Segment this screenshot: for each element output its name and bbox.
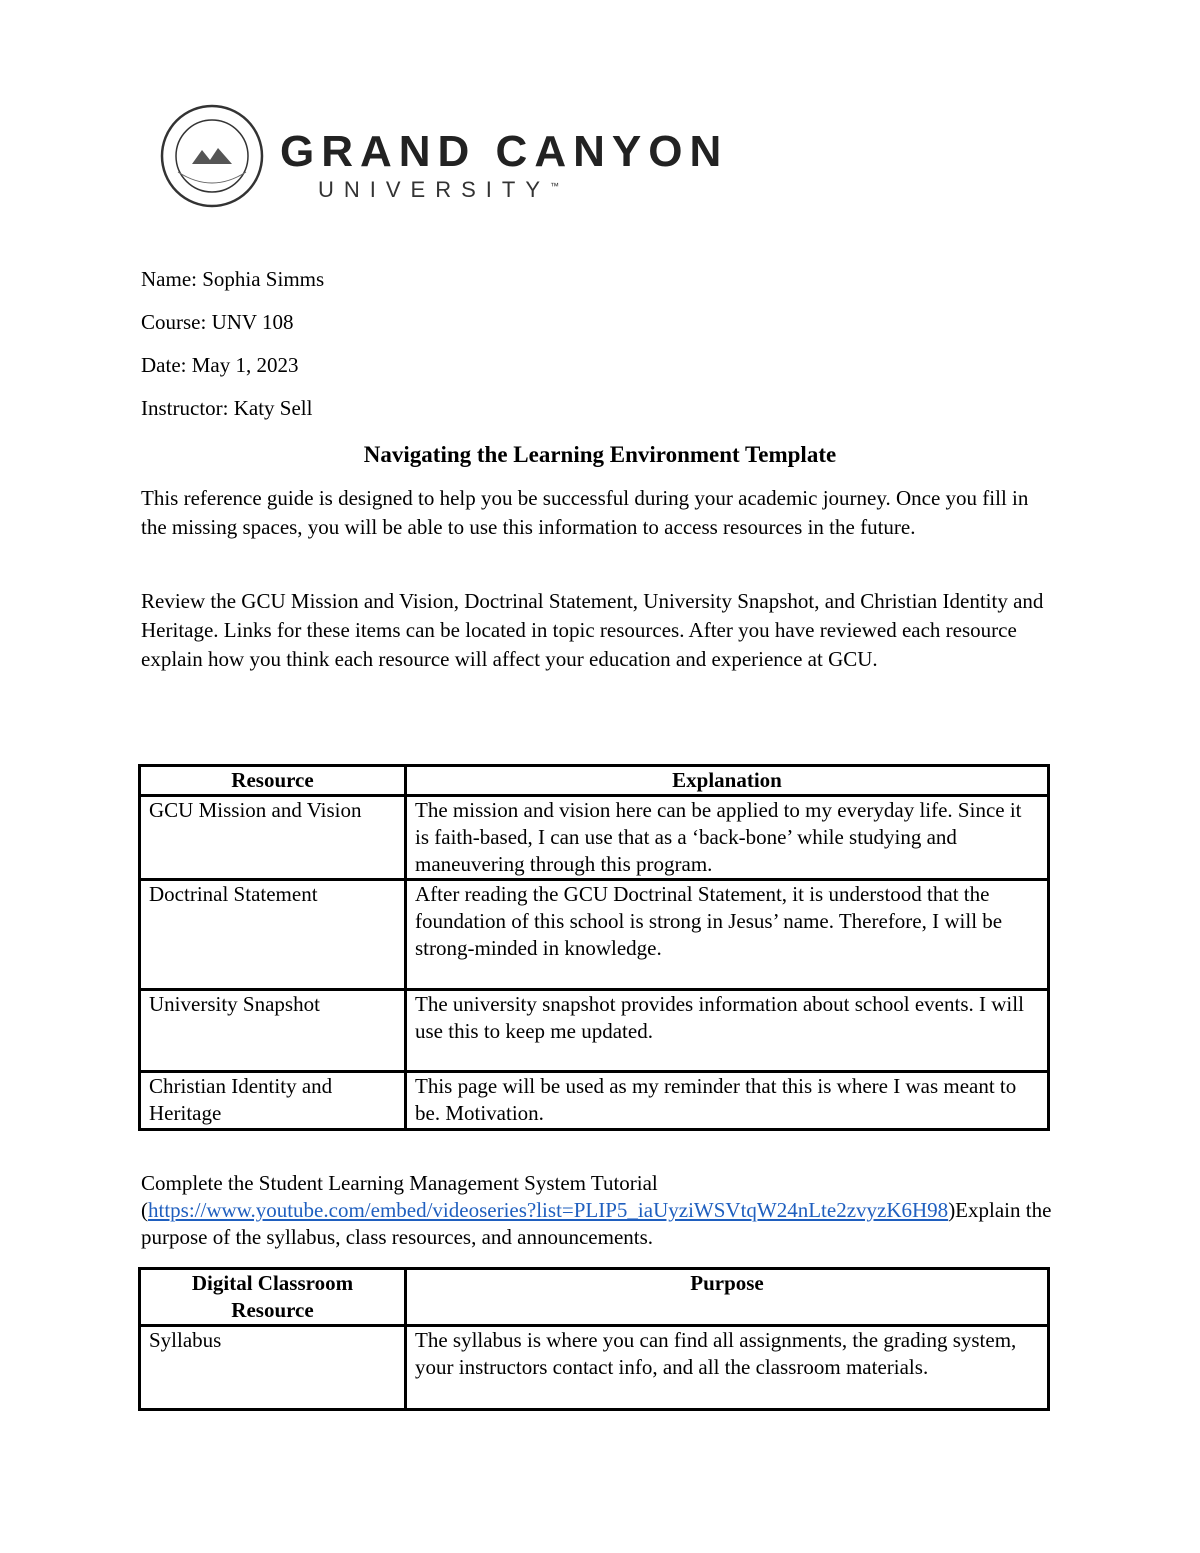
document-title: Navigating the Learning Environment Template (363, 442, 837, 467)
table-row (140, 1072, 1049, 1130)
logo-wordmark-text: UNIVERSITY (318, 177, 551, 202)
tutorial-link[interactable]: https://www.youtube.com/embed/videoseries?list=PLIP5_iaUyziWSVtqW24nLte2zvyzK6H98 (148, 1198, 949, 1222)
student-name: Name: Sophia Simms (141, 267, 325, 291)
instructor-line: Instructor: Katy Sell (141, 396, 313, 420)
classroom-resource-table (138, 1267, 1050, 1411)
university-seal-icon (158, 102, 266, 210)
university-logo (158, 127, 729, 204)
resource-cell: Christian Identity and Heritage (140, 1072, 406, 1130)
course-line: Course: UNV 108 (141, 310, 294, 334)
lms-text-before: Complete the Student Learning Management System Tutorial ( (141, 1171, 658, 1222)
purpose-cell: The syllabus is where you can find all assignments, the grading system, your instructors contact info, and all the classroom materials. (406, 1326, 1049, 1410)
explanation-cell: The mission and vision here can be applied to my everyday life. Since it is faith-based, I can use that as a ‘back-bone’ while studying and maneuvering through this program. (406, 796, 1049, 880)
logo-wordmark (318, 178, 559, 202)
table-row (140, 990, 1049, 1072)
resource-cell: GCU Mission and Vision (140, 796, 406, 880)
table-row (140, 880, 1049, 990)
explanation-cell: This page will be used as my reminder that this is where I was meant to be. Motivation. (406, 1072, 1049, 1130)
date-line: Date: May 1, 2023 (141, 353, 299, 377)
resource-cell: University Snapshot (140, 990, 406, 1072)
column-header-explanation: Explanation (406, 766, 1049, 796)
table-row (140, 796, 1049, 880)
column-header-digital-classroom-resource: Digital Classroom Resource (140, 1269, 406, 1326)
table-row (140, 1326, 1049, 1410)
resource-cell: Doctrinal Statement (140, 880, 406, 990)
explanation-cell: After reading the GCU Doctrinal Statement, it is understood that the foundation of this school is strong in Jesus’ name. Therefore, I will be strong-minded in knowledge. (406, 880, 1049, 990)
column-header-resource: Resource (140, 766, 406, 796)
review-paragraph: Review the GCU Mission and Vision, Doctrinal Statement, University Snapshot, and Christian Identity and Heritage. Links for these items can be located in topic resources. After you have reviewed each resource explain how you think each resource will affect your education and experience at GCU. (141, 589, 1044, 671)
intro-paragraph: This reference guide is designed to help you be successful during your academic journey. Once you fill in the missing spaces, you will be able to use this information to access resources in the future. (141, 486, 1029, 539)
resource-table (138, 764, 1050, 1131)
table-header-row (140, 1269, 1049, 1326)
logo-trademark: ™ (550, 181, 560, 191)
column-header-purpose: Purpose (406, 1269, 1049, 1326)
resource-cell: Syllabus (140, 1326, 406, 1410)
explanation-cell: The university snapshot provides information about school events. I will use this to keep me updated. (406, 990, 1049, 1072)
lms-paragraph (141, 1170, 1056, 1251)
logo-wordmark-top: GRAND CANYON (280, 127, 729, 176)
lms-text-after: )Explain the purpose of the syllabus, class resources, and announcements. (141, 1198, 1052, 1249)
table-header-row (140, 766, 1049, 796)
